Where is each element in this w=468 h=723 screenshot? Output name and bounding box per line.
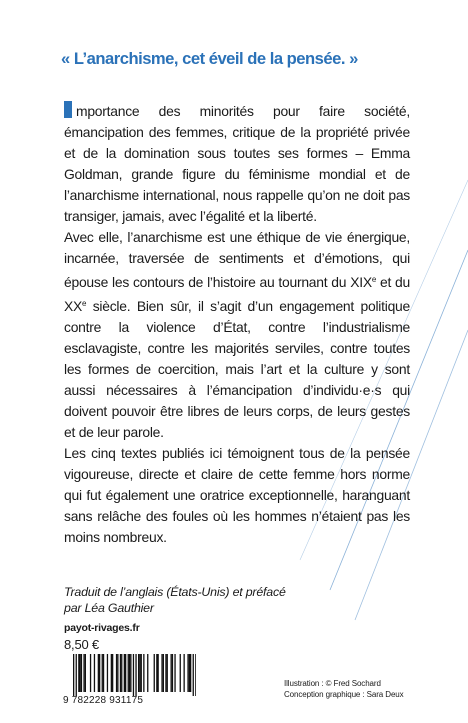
translation-line-2: par Léa Gauthier [64, 601, 154, 615]
paragraph-3: Les cinq textes publiés ici témoignent tous de la pensée vigoureuse, directe et claire de cette femme hors norme qui fut également une oratrice exceptionnelle, haranguant sans relâche des foules où les hommes n’étaient pas les moins nombreux. [64, 445, 410, 545]
barcode-bar [78, 654, 79, 692]
barcode-bar [165, 654, 166, 692]
graphic-design-credit: Conception graphique : Sara Deux [284, 690, 404, 699]
barcode-bar [117, 654, 118, 692]
paragraph-1: mportance des minorités pour faire société, émancipation des femmes, critique de la propriété privée et de la domination sous toutes ses formes – Emma Goldman, grande figure du féminisme mondial et de l’anarchisme international, nous rappelle qu’on ne doit pas transiger, jamais, avec l’égalité et la liberté. [64, 103, 410, 224]
barcode-bar [143, 654, 144, 692]
barcode-bar [99, 654, 100, 692]
back-cover-blurb [64, 101, 410, 548]
barcode-bar [154, 654, 155, 692]
barcode-bar [90, 654, 91, 692]
barcode-bar [116, 654, 117, 692]
barcode-bar [129, 654, 130, 692]
barcode-bar [102, 654, 103, 692]
barcode-bar [171, 654, 172, 692]
barcode-digits: 9 782228 931175 [63, 695, 144, 706]
barcode-bar [120, 654, 121, 692]
barcode-bar [98, 654, 99, 692]
barcode-bar [76, 654, 77, 696]
barcode-bars-icon [63, 654, 196, 696]
barcode-bar [172, 654, 173, 692]
barcode-bar [161, 654, 162, 692]
barcode-bar [81, 654, 82, 692]
barcode-bar [112, 654, 113, 692]
barcode-bar [128, 654, 129, 692]
isbn-barcode [63, 654, 196, 706]
translation-line-1: Traduit de l’anglais (États-Unis) et préfacé [64, 585, 286, 599]
illustration-credit: Illustration : © Fred Sochard [284, 679, 381, 688]
barcode-bar [107, 654, 108, 692]
barcode-bar [147, 654, 148, 692]
barcode-bar [124, 654, 125, 692]
barcode-bar [174, 654, 175, 692]
barcode-bar [135, 654, 136, 696]
barcode-bar [190, 654, 191, 692]
barcode-bar [111, 654, 112, 692]
barcode-bar [163, 654, 164, 692]
translation-credit [64, 584, 404, 616]
barcode-bar [195, 654, 196, 696]
barcode-bar [156, 654, 157, 692]
publisher-website: payot-rivages.fr [64, 622, 140, 634]
barcode-bar [83, 654, 84, 692]
barcode-bar [85, 654, 86, 692]
barcode-bar [184, 654, 185, 692]
barcode-bar [138, 654, 139, 692]
translator-name: Léa Gauthier [84, 601, 154, 615]
barcode-bar [103, 654, 104, 692]
barcode-bar [139, 654, 140, 692]
barcode-bar [73, 654, 74, 696]
barcode-bar [180, 654, 181, 692]
barcode-bar [133, 654, 134, 696]
blue-bar-icon [64, 101, 72, 118]
barcode-bar [94, 654, 95, 692]
cover-quote: « L’anarchisme, cet éveil de la pensée. » [61, 49, 358, 68]
barcode-bar [167, 654, 168, 692]
barcode-bar [125, 654, 126, 692]
barcode-bar [141, 654, 142, 692]
barcode-bar [189, 654, 190, 692]
barcode-bar [193, 654, 194, 696]
barcode-bar [121, 654, 122, 692]
barcode-bar [80, 654, 81, 692]
barcode-bar [158, 654, 159, 692]
barcode-bar [130, 654, 131, 692]
price: 8,50 € [64, 637, 99, 652]
design-credits [284, 678, 404, 700]
barcode-bar [187, 654, 188, 692]
paragraph-2: Avec elle, l’anarchisme est une éthique de vie énergique, incarnée, traversée de sentiments et d’émotions, qui épouse les contours de l’histoire au tournant du XIXe et du XXe siècle. Bien sûr, il s’agit d’un engagement politique contre la violence d’État, contre l’industrialisme esclavagiste, contre les majorités serviles, contre toutes les formes de coercition, mais l’art et la culture y sont aussi nécessaires à l’émancipation d’individu·e·s qui doivent pouvoir être libres de leurs corps, de leurs gestes et de leur parole. [64, 229, 410, 440]
